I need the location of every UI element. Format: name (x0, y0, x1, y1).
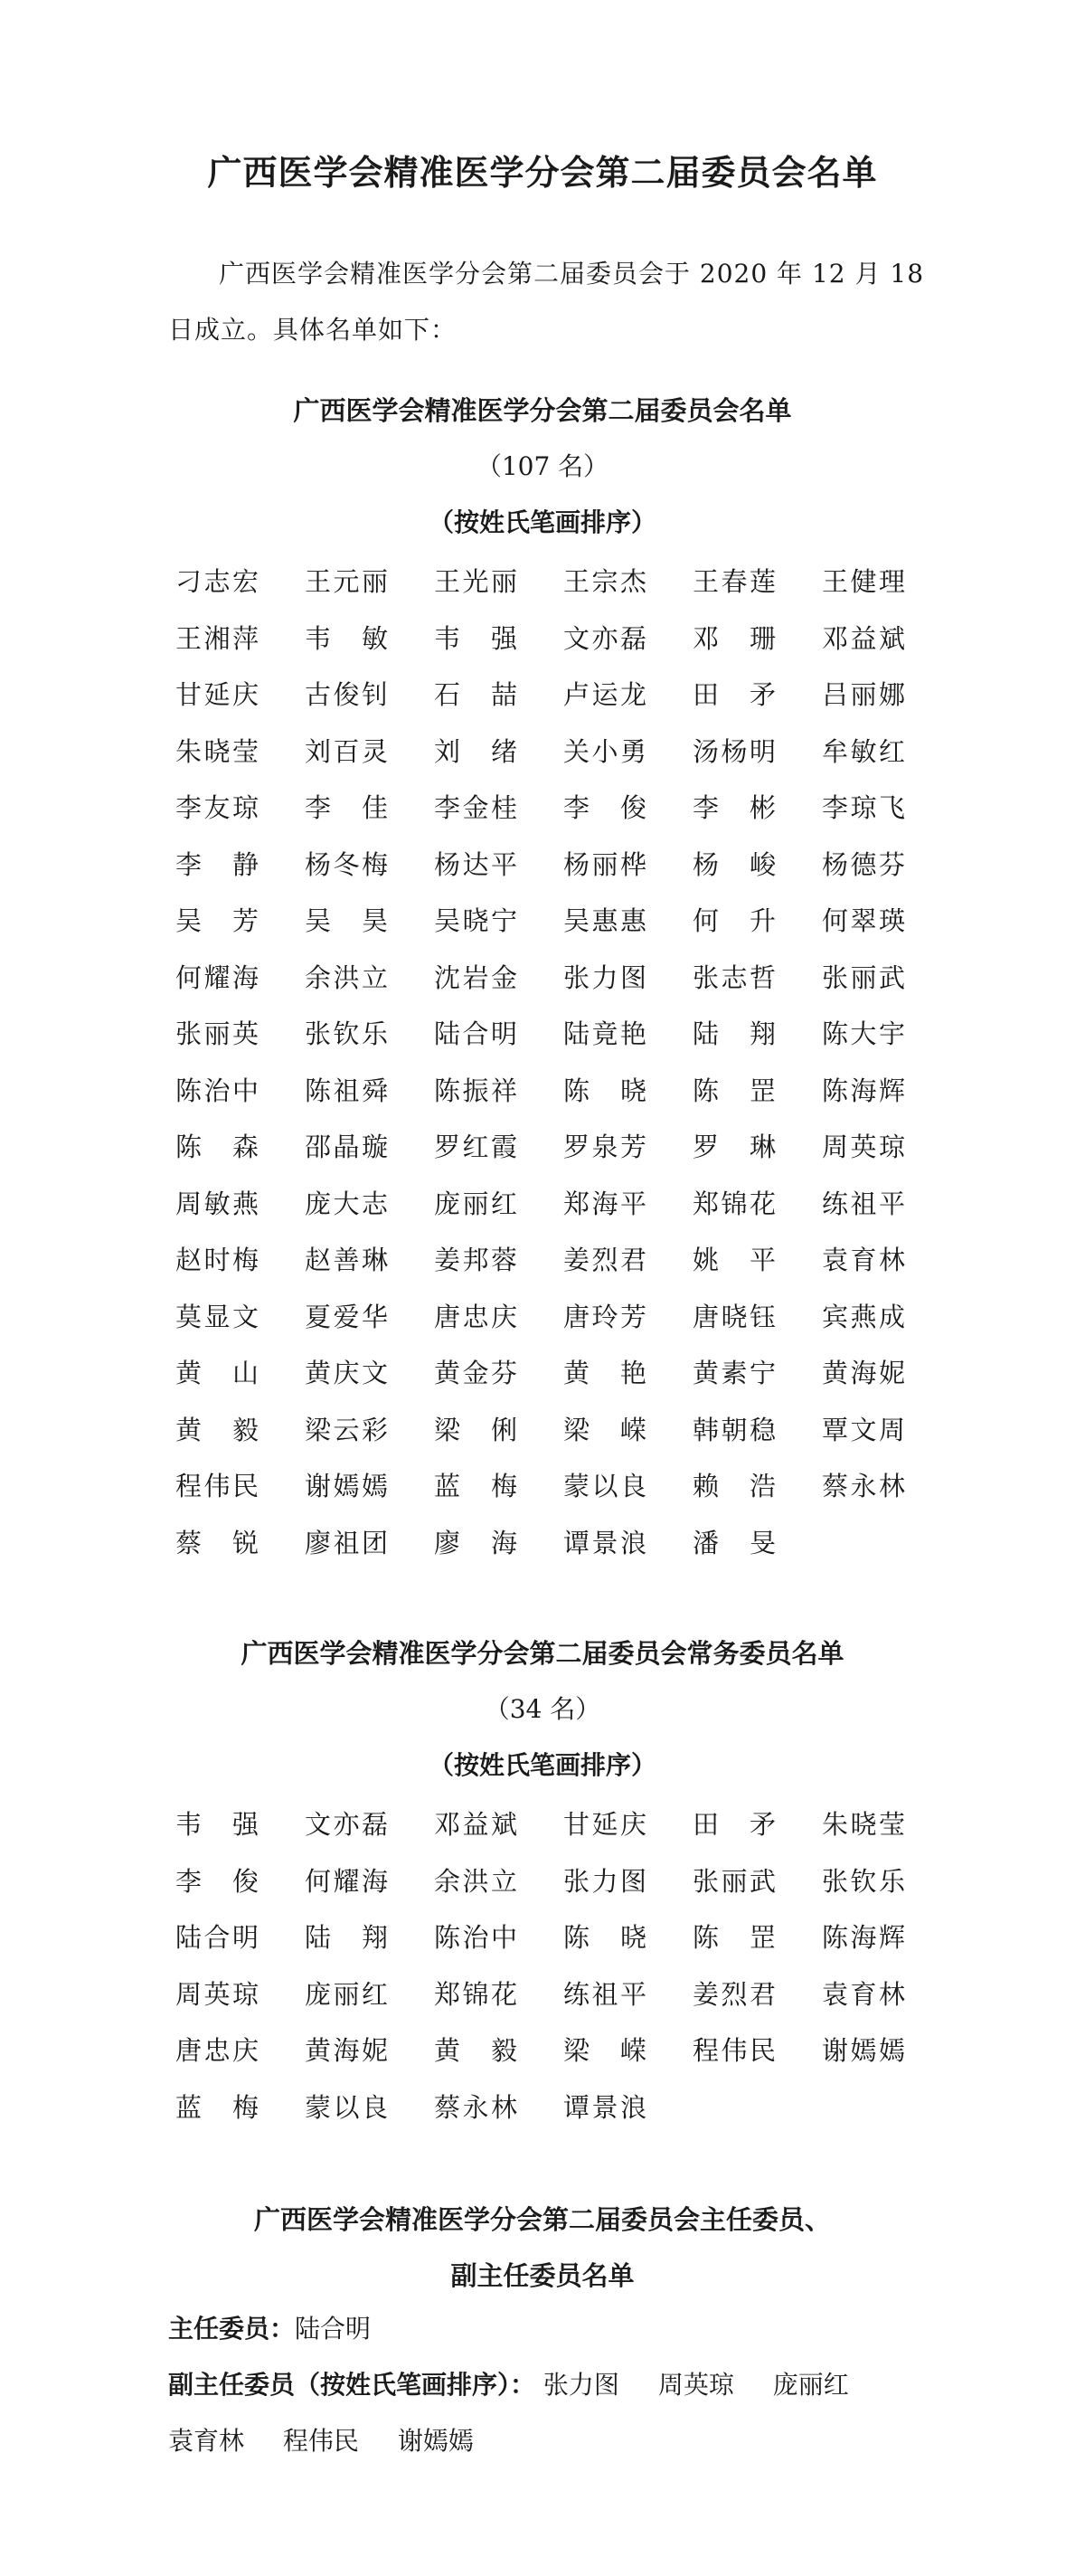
member-name: 卢运龙 (563, 679, 646, 710)
member-name: 何翠瑛 (822, 905, 905, 936)
committee-count: （107 名） (476, 451, 609, 481)
member-name: 廖祖团 (305, 1527, 388, 1558)
member-name: 陈晓 (563, 1922, 646, 1953)
standing-member-grid (175, 1796, 962, 2136)
member-name: 吕丽娜 (822, 679, 905, 710)
member-name: 何升 (693, 905, 776, 936)
member-name: 王元丽 (305, 566, 388, 597)
member-name: 梁嵘 (563, 1414, 646, 1445)
member-name: 牟敏红 (822, 735, 905, 767)
member-name: 宾燕成 (822, 1301, 905, 1332)
member-name: 唐忠庆 (175, 2035, 259, 2066)
member-name: 文亦磊 (563, 622, 646, 654)
member-name: 唐玲芳 (563, 1301, 646, 1332)
member-name: 姚平 (693, 1245, 776, 1275)
member-name: 唐晓钰 (693, 1301, 776, 1332)
member-name: 吴惠惠 (563, 905, 646, 936)
standing-order-note: （按姓氏笔画排序） (428, 1750, 656, 1780)
member-name: 姜烈君 (693, 1978, 776, 2010)
member-name: 朱晓莹 (175, 735, 259, 767)
member-name: 陈晓 (563, 1075, 646, 1106)
member-name: 陆翔 (693, 1018, 776, 1049)
member-name: 余洪立 (434, 1865, 517, 1897)
committee-order-note: （按姓氏笔画排序） (428, 507, 656, 537)
member-name: 甘延庆 (175, 679, 259, 710)
member-name: 赵时梅 (175, 1245, 259, 1275)
member-name: 王健理 (822, 566, 905, 597)
member-name: 杨冬梅 (305, 848, 388, 880)
member-name: 吴昊 (305, 905, 388, 936)
member-name: 邓珊 (693, 622, 776, 654)
member-name: 覃文周 (822, 1414, 905, 1445)
member-name: 陈治中 (175, 1075, 259, 1106)
member-name: 谢嫣嫣 (822, 2035, 905, 2066)
intro-paragraph: 广西医学会精准医学分会第二届委员会于 2020 年 12 月 18 日成立。具体名单如下： (168, 259, 925, 345)
vice-chair-name: 袁育林 (168, 2426, 245, 2456)
member-name: 蒙以良 (563, 1471, 646, 1501)
member-name: 赵善琳 (305, 1245, 388, 1275)
member-name: 李俊 (175, 1865, 259, 1897)
member-name: 余洪立 (305, 961, 388, 993)
member-name: 陆合明 (434, 1018, 517, 1049)
member-name: 周英琼 (822, 1132, 905, 1162)
member-name: 何耀海 (175, 961, 259, 993)
member-name: 田矛 (693, 1809, 776, 1840)
vice-chair-name: 程伟民 (282, 2426, 359, 2456)
member-name: 张力图 (563, 961, 646, 993)
member-name: 陈治中 (434, 1922, 517, 1953)
member-name: 李佳 (305, 792, 388, 823)
member-name: 莫显文 (175, 1301, 259, 1332)
member-name: 邓益斌 (822, 622, 905, 654)
member-name: 蓝梅 (175, 2091, 259, 2123)
member-name: 黄山 (175, 1358, 259, 1388)
member-name: 韩朝稳 (693, 1414, 776, 1445)
vice-chair-line-2 (168, 2413, 505, 2469)
member-name: 蔡永林 (434, 2091, 517, 2123)
member-name: 蓝梅 (434, 1471, 517, 1501)
member-name: 周英琼 (175, 1978, 259, 2010)
member-name: 吴晓宁 (434, 905, 517, 936)
member-name: 陈罡 (693, 1922, 776, 1953)
member-name: 蔡永林 (822, 1471, 905, 1501)
member-name: 姜烈君 (563, 1245, 646, 1275)
member-name: 陈罡 (693, 1075, 776, 1106)
member-name: 何耀海 (305, 1865, 388, 1897)
member-name: 廖海 (434, 1527, 517, 1558)
vice-chair-name: 张力图 (542, 2370, 619, 2400)
member-name: 程伟民 (175, 1471, 259, 1501)
member-name: 汤杨明 (693, 735, 776, 767)
member-name: 黄庆文 (305, 1358, 388, 1388)
member-name: 古俊钊 (305, 679, 388, 710)
member-name: 罗红霞 (434, 1132, 517, 1162)
member-name: 韦强 (434, 622, 517, 654)
member-name: 王光丽 (434, 566, 517, 597)
member-name: 夏爱华 (305, 1301, 388, 1332)
member-name: 黄金芬 (434, 1358, 517, 1388)
standing-title: 广西医学会精准医学分会第二届委员会常务委员名单 (241, 1638, 844, 1669)
chair-line (168, 2301, 371, 2357)
member-name: 黄毅 (175, 1414, 259, 1445)
member-name: 陆合明 (175, 1922, 259, 1953)
chair-name: 陆合明 (295, 2314, 372, 2344)
member-name: 庞大志 (305, 1188, 388, 1219)
member-name: 李琼飞 (822, 792, 905, 823)
member-name: 陈振祥 (434, 1075, 517, 1106)
member-name: 刘百灵 (305, 735, 388, 767)
standing-count: （34 名） (484, 1694, 601, 1724)
member-name: 王湘萍 (175, 622, 259, 654)
member-name: 张志哲 (693, 961, 776, 993)
member-name: 陈森 (175, 1132, 259, 1162)
member-name: 张钦乐 (822, 1865, 905, 1897)
vice-chair-name: 庞丽红 (772, 2370, 849, 2400)
member-name: 蒙以良 (305, 2091, 388, 2123)
member-name: 韦敏 (305, 622, 388, 654)
document-title: 广西医学会精准医学分会第二届委员会名单 (207, 153, 878, 193)
member-name: 蔡锐 (175, 1527, 259, 1558)
member-name: 练祖平 (563, 1978, 646, 2010)
member-name: 刁志宏 (175, 566, 259, 597)
member-name: 吴芳 (175, 905, 259, 936)
member-name: 陈祖舜 (305, 1075, 388, 1106)
member-name: 潘旻 (693, 1527, 776, 1558)
member-name: 杨德芬 (822, 848, 905, 880)
member-name: 郑海平 (563, 1188, 646, 1219)
committee-member-grid (175, 554, 962, 1571)
member-name: 庞丽红 (434, 1188, 517, 1219)
member-name: 李静 (175, 848, 259, 880)
member-name: 陈海辉 (822, 1075, 905, 1106)
vice-chair-label: 副主任委员（按姓氏笔画排序）： (168, 2370, 536, 2400)
member-name: 周敏燕 (175, 1188, 259, 1219)
member-name: 杨达平 (434, 848, 517, 880)
vice-chair-name: 周英琼 (657, 2370, 734, 2400)
member-name: 邵晶璇 (305, 1132, 388, 1162)
chairs-title-line1: 广西医学会精准医学分会第二届委员会主任委员、 (253, 2204, 831, 2235)
member-name: 赖浩 (693, 1471, 776, 1501)
member-name: 王春莲 (693, 566, 776, 597)
chairs-title-line2: 副主任委员名单 (450, 2260, 635, 2291)
committee-title: 广西医学会精准医学分会第二届委员会名单 (293, 395, 792, 426)
member-name: 张丽武 (693, 1865, 776, 1897)
member-name: 郑锦花 (434, 1978, 517, 2010)
member-name: 张钦乐 (305, 1018, 388, 1049)
member-name: 谭景浪 (563, 1527, 646, 1558)
member-name: 张力图 (563, 1865, 646, 1897)
member-name: 刘绪 (434, 735, 517, 767)
member-name: 罗泉芳 (563, 1132, 646, 1162)
member-name: 庞丽红 (305, 1978, 388, 2010)
member-name: 张丽英 (175, 1018, 259, 1049)
member-name: 谭景浪 (563, 2091, 646, 2123)
member-name: 梁云彩 (305, 1414, 388, 1445)
member-name: 文亦磊 (305, 1809, 388, 1840)
member-name: 沈岩金 (434, 961, 517, 993)
member-name: 陈大宇 (822, 1018, 905, 1049)
member-name: 梁俐 (434, 1414, 517, 1445)
member-name: 黄海妮 (822, 1358, 905, 1388)
member-name: 黄毅 (434, 2035, 517, 2066)
member-name: 王宗杰 (563, 566, 646, 597)
member-name: 袁育林 (822, 1978, 905, 2010)
member-name: 邓益斌 (434, 1809, 517, 1840)
member-name: 石喆 (434, 679, 517, 710)
member-name: 罗琳 (693, 1132, 776, 1162)
member-name: 袁育林 (822, 1245, 905, 1275)
member-name: 关小勇 (563, 735, 646, 767)
member-name: 陆翔 (305, 1922, 388, 1953)
member-name: 黄素宁 (693, 1358, 776, 1388)
member-name: 唐忠庆 (434, 1301, 517, 1332)
member-name: 黄艳 (563, 1358, 646, 1388)
vice-chair-name: 谢嫣嫣 (397, 2426, 474, 2456)
member-name: 张丽武 (822, 961, 905, 993)
member-name: 郑锦花 (693, 1188, 776, 1219)
member-name: 田矛 (693, 679, 776, 710)
member-name: 练祖平 (822, 1188, 905, 1219)
member-name: 陈海辉 (822, 1922, 905, 1953)
member-name: 谢嫣嫣 (305, 1471, 388, 1501)
chair-label: 主任委员： (168, 2314, 296, 2344)
member-name: 梁嵘 (563, 2035, 646, 2066)
member-name: 杨丽桦 (563, 848, 646, 880)
member-name: 甘延庆 (563, 1809, 646, 1840)
member-name: 黄海妮 (305, 2035, 388, 2066)
vice-chair-line-1 (168, 2357, 880, 2413)
member-name: 朱晓莹 (822, 1809, 905, 1840)
member-name: 杨峻 (693, 848, 776, 880)
member-name: 李彬 (693, 792, 776, 823)
member-name: 陆竟艳 (563, 1018, 646, 1049)
member-name: 程伟民 (693, 2035, 776, 2066)
member-name: 李友琼 (175, 792, 259, 823)
member-name: 李俊 (563, 792, 646, 823)
member-name: 李金桂 (434, 792, 517, 823)
member-name: 姜邦蓉 (434, 1245, 517, 1275)
member-name: 韦强 (175, 1809, 259, 1840)
